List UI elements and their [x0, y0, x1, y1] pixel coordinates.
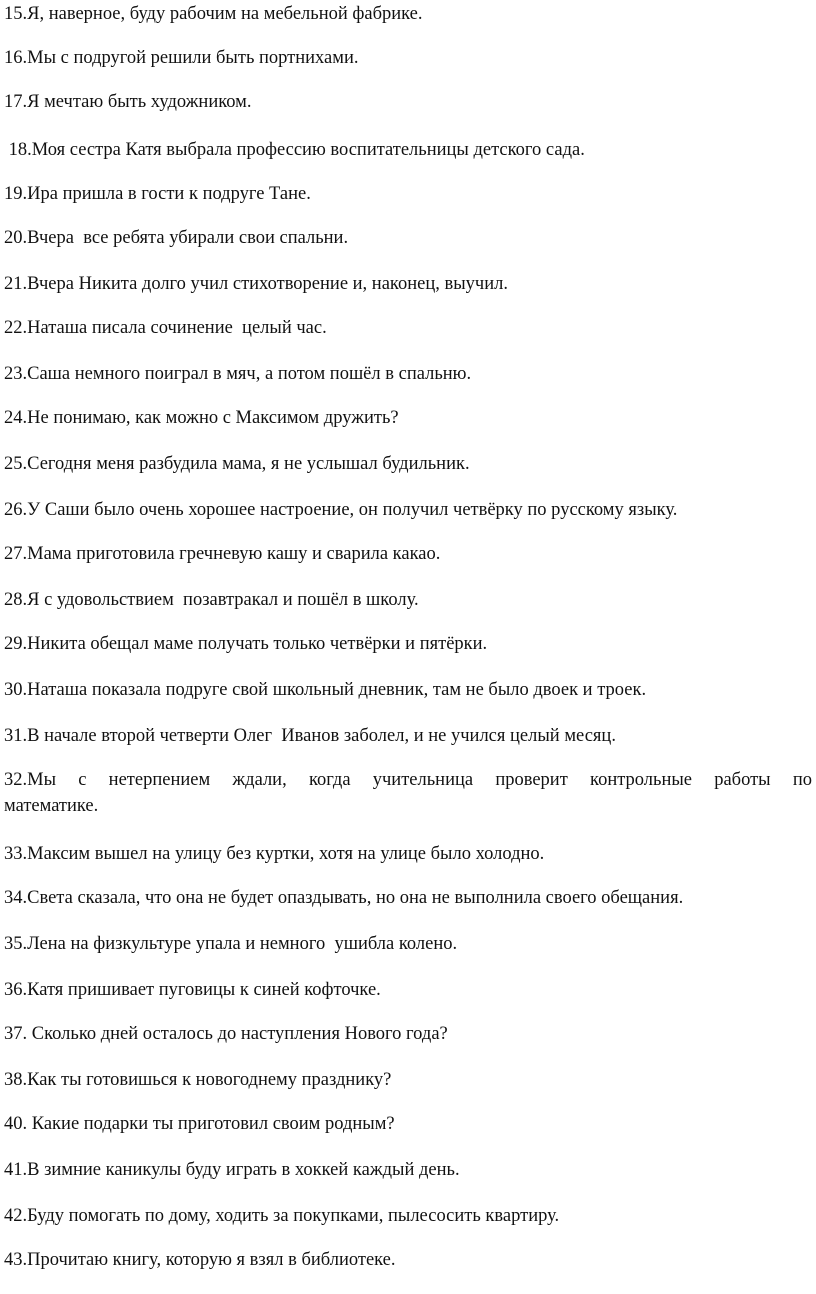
sentence-18: 18.Моя сестра Катя выбрала профессию воспитательницы детского сада. [4, 140, 585, 160]
sentence-20: 20.Вчера все ребята убирали свои спальни. [4, 228, 349, 248]
sentence-38: 38.Как ты готовишься к новогоднему празднику? [4, 1070, 392, 1090]
sentence-26: 26.У Саши было очень хорошее настроение, он получил четвёрку по русскому языку. [4, 500, 678, 520]
sentence-29: 29.Никита обещал маме получать только четвёрки и пятёрки. [4, 634, 488, 654]
sentence-22: 22.Наташа писала сочинение целый час. [4, 318, 327, 338]
sentence-23: 23.Саша немного поиграл в мяч, а потом пошёл в спальню. [4, 364, 472, 384]
sentence-42: 42.Буду помогать по дому, ходить за покупками, пылесосить квартиру. [4, 1206, 560, 1226]
sentence-35: 35.Лена на физкультуре упала и немного ушибла колено. [4, 934, 458, 954]
sentence-32-line-1: 32.Мы с нетерпением ждали, когда учительница проверит контрольные работы по [4, 770, 812, 790]
sentence-27: 27.Мама приготовила гречневую кашу и сварила какао. [4, 544, 441, 564]
sentence-28: 28.Я с удовольствием позавтракал и пошёл в школу. [4, 590, 419, 610]
sentence-32-line-2: математике. [4, 796, 99, 816]
sentence-25: 25.Сегодня меня разбудила мама, я не услышал будильник. [4, 454, 470, 474]
sentence-30: 30.Наташа показала подруге свой школьный дневник, там не было двоек и троек. [4, 680, 647, 700]
sentence-41: 41.В зимние каникулы буду играть в хоккей каждый день. [4, 1160, 460, 1180]
sentence-21: 21.Вчера Никита долго учил стихотворение и, наконец, выучил. [4, 274, 508, 294]
sentence-40: 40. Какие подарки ты приготовил своим родным? [4, 1114, 395, 1134]
sentence-36: 36.Катя пришивает пуговицы к синей кофточке. [4, 980, 381, 1000]
sentence-31: 31.В начале второй четверти Олег Иванов заболел, и не учился целый месяц. [4, 726, 616, 746]
sentence-17: 17.Я мечтаю быть художником. [4, 92, 252, 112]
sentence-16: 16.Мы с подругой решили быть портнихами. [4, 48, 359, 68]
sentence-19: 19.Ира пришла в гости к подруге Тане. [4, 184, 311, 204]
sentence-34: 34.Света сказала, что она не будет опаздывать, но она не выполнила своего обещания. [4, 888, 684, 908]
sentence-24: 24.Не понимаю, как можно с Максимом дружить? [4, 408, 399, 428]
sentence-15: 15.Я, наверное, буду рабочим на мебельной фабрике. [4, 4, 423, 24]
sentence-33: 33.Максим вышел на улицу без куртки, хотя на улице было холодно. [4, 844, 545, 864]
sentence-37: 37. Сколько дней осталось до наступления Нового года? [4, 1024, 448, 1044]
sentence-43: 43.Прочитаю книгу, которую я взял в библиотеке. [4, 1250, 396, 1270]
